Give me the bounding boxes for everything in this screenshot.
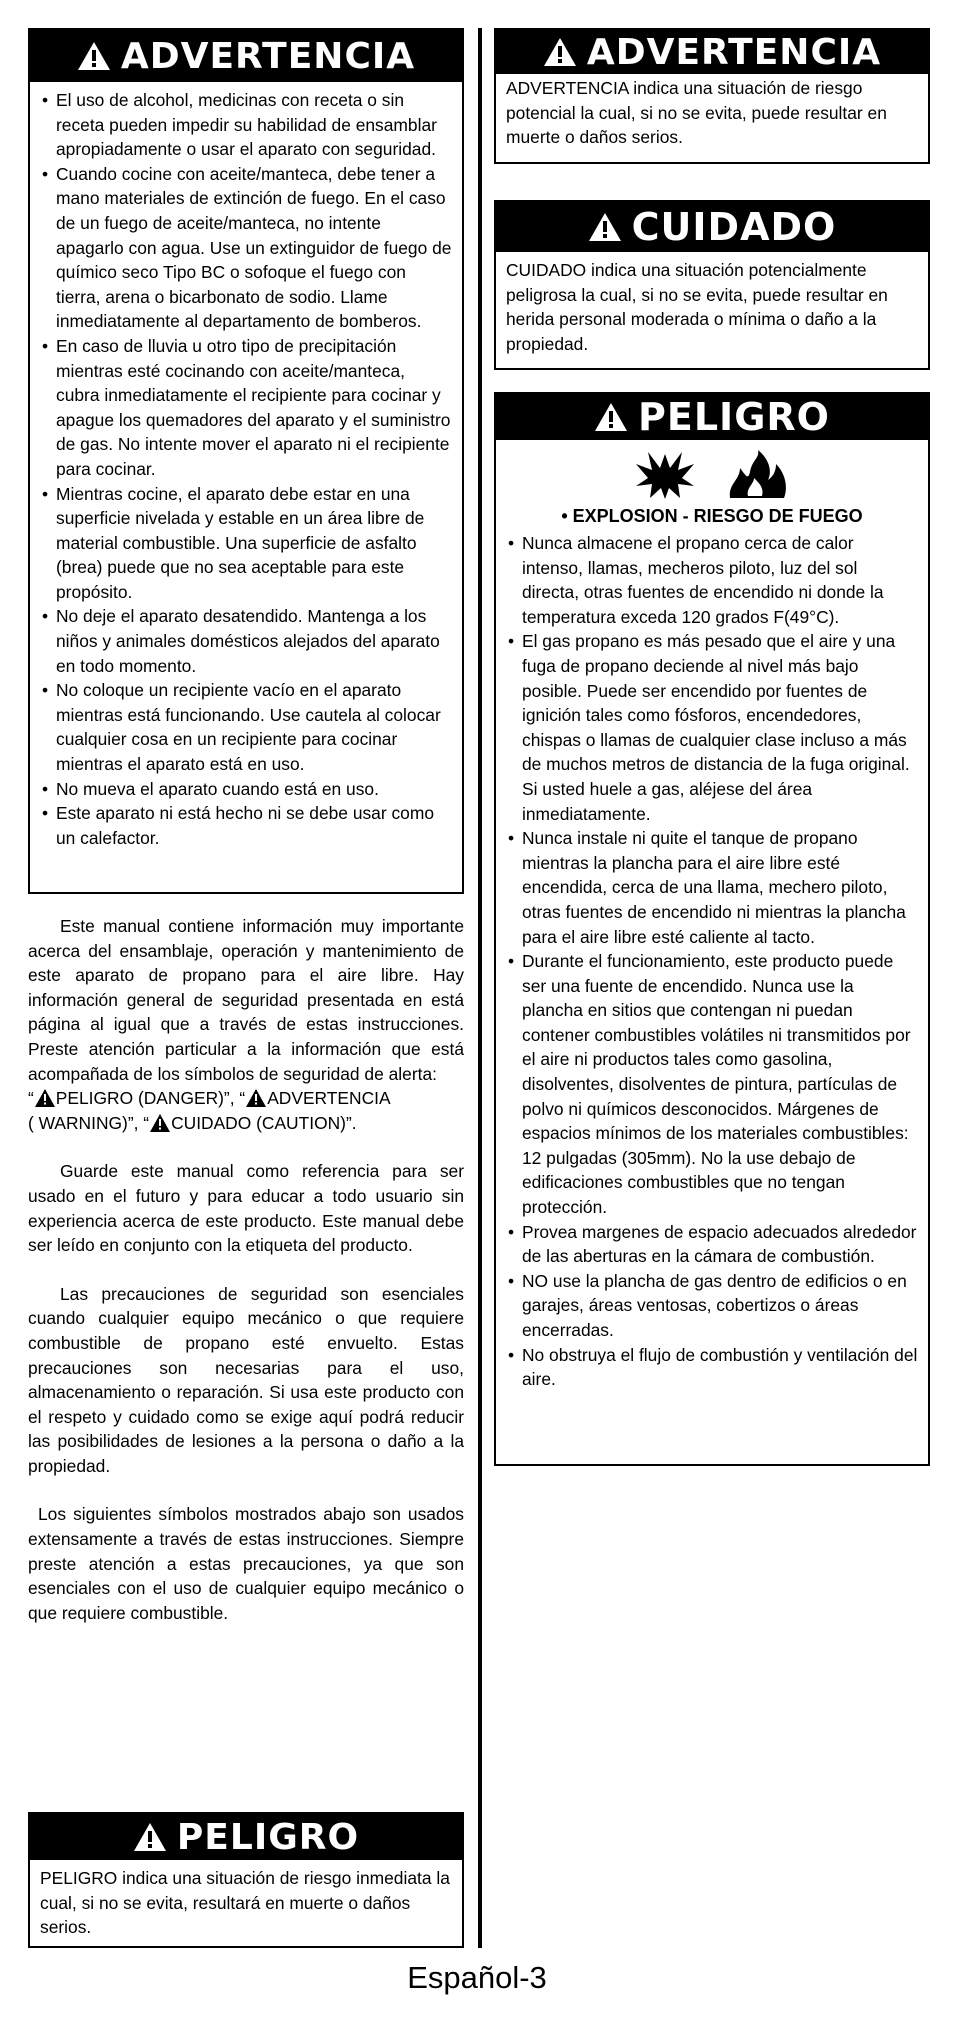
danger-triangle-icon (35, 1089, 55, 1107)
list-item: • No coloque un recipiente vacío en el aparato mientras está funcionando. Use cautela al colocar cualquier cosa en un recipiente para cocinar mientras el aparato está en uso. (40, 678, 452, 776)
warning-triangle-icon (77, 41, 111, 71)
peligro-title: PELIGRO (176, 1816, 360, 1858)
column-divider (478, 28, 482, 1948)
intro-paragraph-1: Este manual contiene información muy importante acerca del ensamblaje, operación y mantenimiento de este aparato de propano para el aire libre. Hay información general de seguridad presentada en está página al igual que a través de estas instrucciones. Preste atención particular a la información que está acompañada de los símbolos de seguridad de alerta: (28, 916, 464, 1084)
list-item: • Nunca almacene el propano cerca de calor intenso, llamas, mecheros piloto, luz del sol directa, otras fuentes de encendido ni donde la temperatura exceda 120 grados F(49°C). (506, 531, 918, 629)
advertencia-header (30, 30, 462, 82)
page-number: Español-3 (407, 1960, 547, 1995)
list-item: • No obstruya el flujo de combustión y ventilación del aire. (506, 1343, 918, 1392)
warning-triangle-icon (543, 37, 577, 67)
intro-text (28, 914, 464, 1625)
cuidado-box (494, 200, 930, 370)
fire-icon (726, 450, 790, 500)
right-column (494, 28, 930, 1466)
list-item: • Cuando cocine con aceite/manteca, debe tener a mano materiales de extinción de fuego. En el caso de un fuego de aceite/manteca, no intente apagarlo con agua. Use un extinguidor de fuego de químico seco Tipo BC o sofoque el fuego con tierra, arena o bicarbonato de sodio. Llame inmediatamente al departamento de bomberos. (40, 162, 452, 334)
hazard-icons (496, 450, 928, 500)
left-column (28, 28, 464, 1938)
list-item: • Este aparato ni está hecho ni se debe usar como un calefactor. (40, 801, 452, 850)
explosion-icon (634, 450, 696, 500)
cuidado-body: CUIDADO indica una situación potencialmente peligrosa la cual, si no se evita, puede resultar en herida personal moderada o mínima o daño a la propiedad. (506, 260, 888, 354)
caution-triangle-icon (150, 1114, 170, 1132)
danger-subheading: • EXPLOSION - RIESGO DE FUEGO (561, 506, 863, 526)
advertencia-list (40, 88, 452, 850)
list-item: • No deje el aparato desatendido. Mantenga a los niños y animales domésticos alejados del aparato en todo momento. (40, 604, 452, 678)
cuidado-title: CUIDADO (631, 205, 837, 249)
advertencia-body (30, 82, 462, 858)
advertencia-box-left (28, 28, 464, 894)
symbols-line: “ PELIGRO (DANGER)”, “ ADVERTENCIA ( WARNING)”, “ CUIDADO (CAUTION)”. (28, 1088, 391, 1133)
list-item: • No mueva el aparato cuando está en uso. (40, 777, 452, 802)
intro-paragraph-4: Los siguientes símbolos mostrados abajo son usados extensamente a través de estas instrucciones. Siempre preste atención a estas precauciones, ya que son esenciales con el uso de cualquier equipo mecánico o que requiere combustible. (28, 1504, 464, 1623)
list-item: • Provea margenes de espacio adecuados alrededor de las aberturas en la cámara de combustión. (506, 1220, 918, 1269)
advertencia-title-right: ADVERTENCIA (586, 31, 882, 73)
warning-triangle-icon (246, 1089, 266, 1107)
list-item: • NO use la plancha de gas dentro de edificios o en garajes, áreas ventosas, cobertizos o áreas encerradas. (506, 1269, 918, 1343)
peligro-box-right (494, 392, 930, 1466)
peligro-body-right (496, 531, 928, 1400)
intro-paragraph-3: Las precauciones de seguridad son esenciales cuando cualquier equipo mecánico o que requiere combustible de propano esté envuelto. Estas precauciones son necesarias para el uso, almacenamiento o reparación. Si usa este producto con el respeto y cuidado como se exige aquí podrá reducir las posibilidades de lesiones a la persona o daño a la propiedad. (28, 1283, 464, 1476)
peligro-header (30, 1814, 462, 1860)
list-item: • El gas propano es más pesado que el aire y una fuga de propano deciende al nivel más bajo posible. Puede ser encendido por fuentes de ignición tales como fósforos, encendedores, chispas o llamas de cualquier clase incluso a más de muchos metros de distancia de la fuga original. Si usted huele a gas, aléjese del área inmediatamente. (506, 629, 918, 826)
advertencia-body-right: ADVERTENCIA indica una situación de riesgo potencial la cual, si no se evita, puede resultar en muerte o daños serios. (506, 78, 887, 148)
advertencia-title: ADVERTENCIA (120, 35, 416, 77)
advertencia-header-right (496, 30, 928, 74)
intro-paragraph-2: Guarde este manual como referencia para ser usado en el futuro y para educar a todo usuario sin experiencia acerca de este producto. Este manual debe ser leído en conjunto con la etiqueta del producto. (28, 1161, 464, 1256)
cuidado-header (496, 202, 928, 252)
list-item: • Mientras cocine, el aparato debe estar en una superficie nivelada y estable en un área libre de material combustible. Una superficie de asfalto (brea) puede que no sea aceptable para este propósito. (40, 482, 452, 605)
list-item: • El uso de alcohol, medicinas con receta o sin receta pueden impedir su habilidad de ensamblar apropiadamente o usar el aparato con seguridad. (40, 88, 452, 162)
warning-triangle-icon (133, 1822, 167, 1852)
advertencia-box-right (494, 28, 930, 164)
peligro-box-left (28, 1812, 464, 1948)
peligro-body: PELIGRO indica una situación de riesgo inmediata la cual, si no se evita, resultará en muerte o daños serios. (40, 1868, 450, 1938)
peligro-list (506, 531, 918, 1392)
warning-triangle-icon (588, 212, 622, 242)
list-item: • Nunca instale ni quite el tanque de propano mientras la plancha para el aire libre esté encendida, cerca de una llama, mechero piloto, otras fuentes de encendido ni mientras la plancha para el aire libre esté caliente al tacto. (506, 826, 918, 949)
peligro-title-right: PELIGRO (638, 395, 830, 439)
warning-triangle-icon (594, 402, 628, 432)
list-item: • Durante el funcionamiento, este producto puede ser una fuente de encendido. Nunca use la plancha en sitios que contengan ni puedan contener combustibles volátiles ni transmitidos por el aire ni productos tales como gasolina, disolventes, disolventes de pintura, partículas de polvo ni químicos desconocidos. Márgenes de espacios mínimos de los materiales combustibles: 12 pulgadas (305mm). No la use debajo de edificaciones combustibles que no tengan protección. (506, 949, 918, 1220)
list-item: • En caso de lluvia u otro tipo de precipitación mientras esté cocinando con aceite/manteca, cubra inmediatamente el recipiente para cocinar y apague los quemadores del aparato y el suministro de gas. No intente mover el aparato ni el recipiente para cocinar. (40, 334, 452, 482)
peligro-header-right (496, 394, 928, 440)
